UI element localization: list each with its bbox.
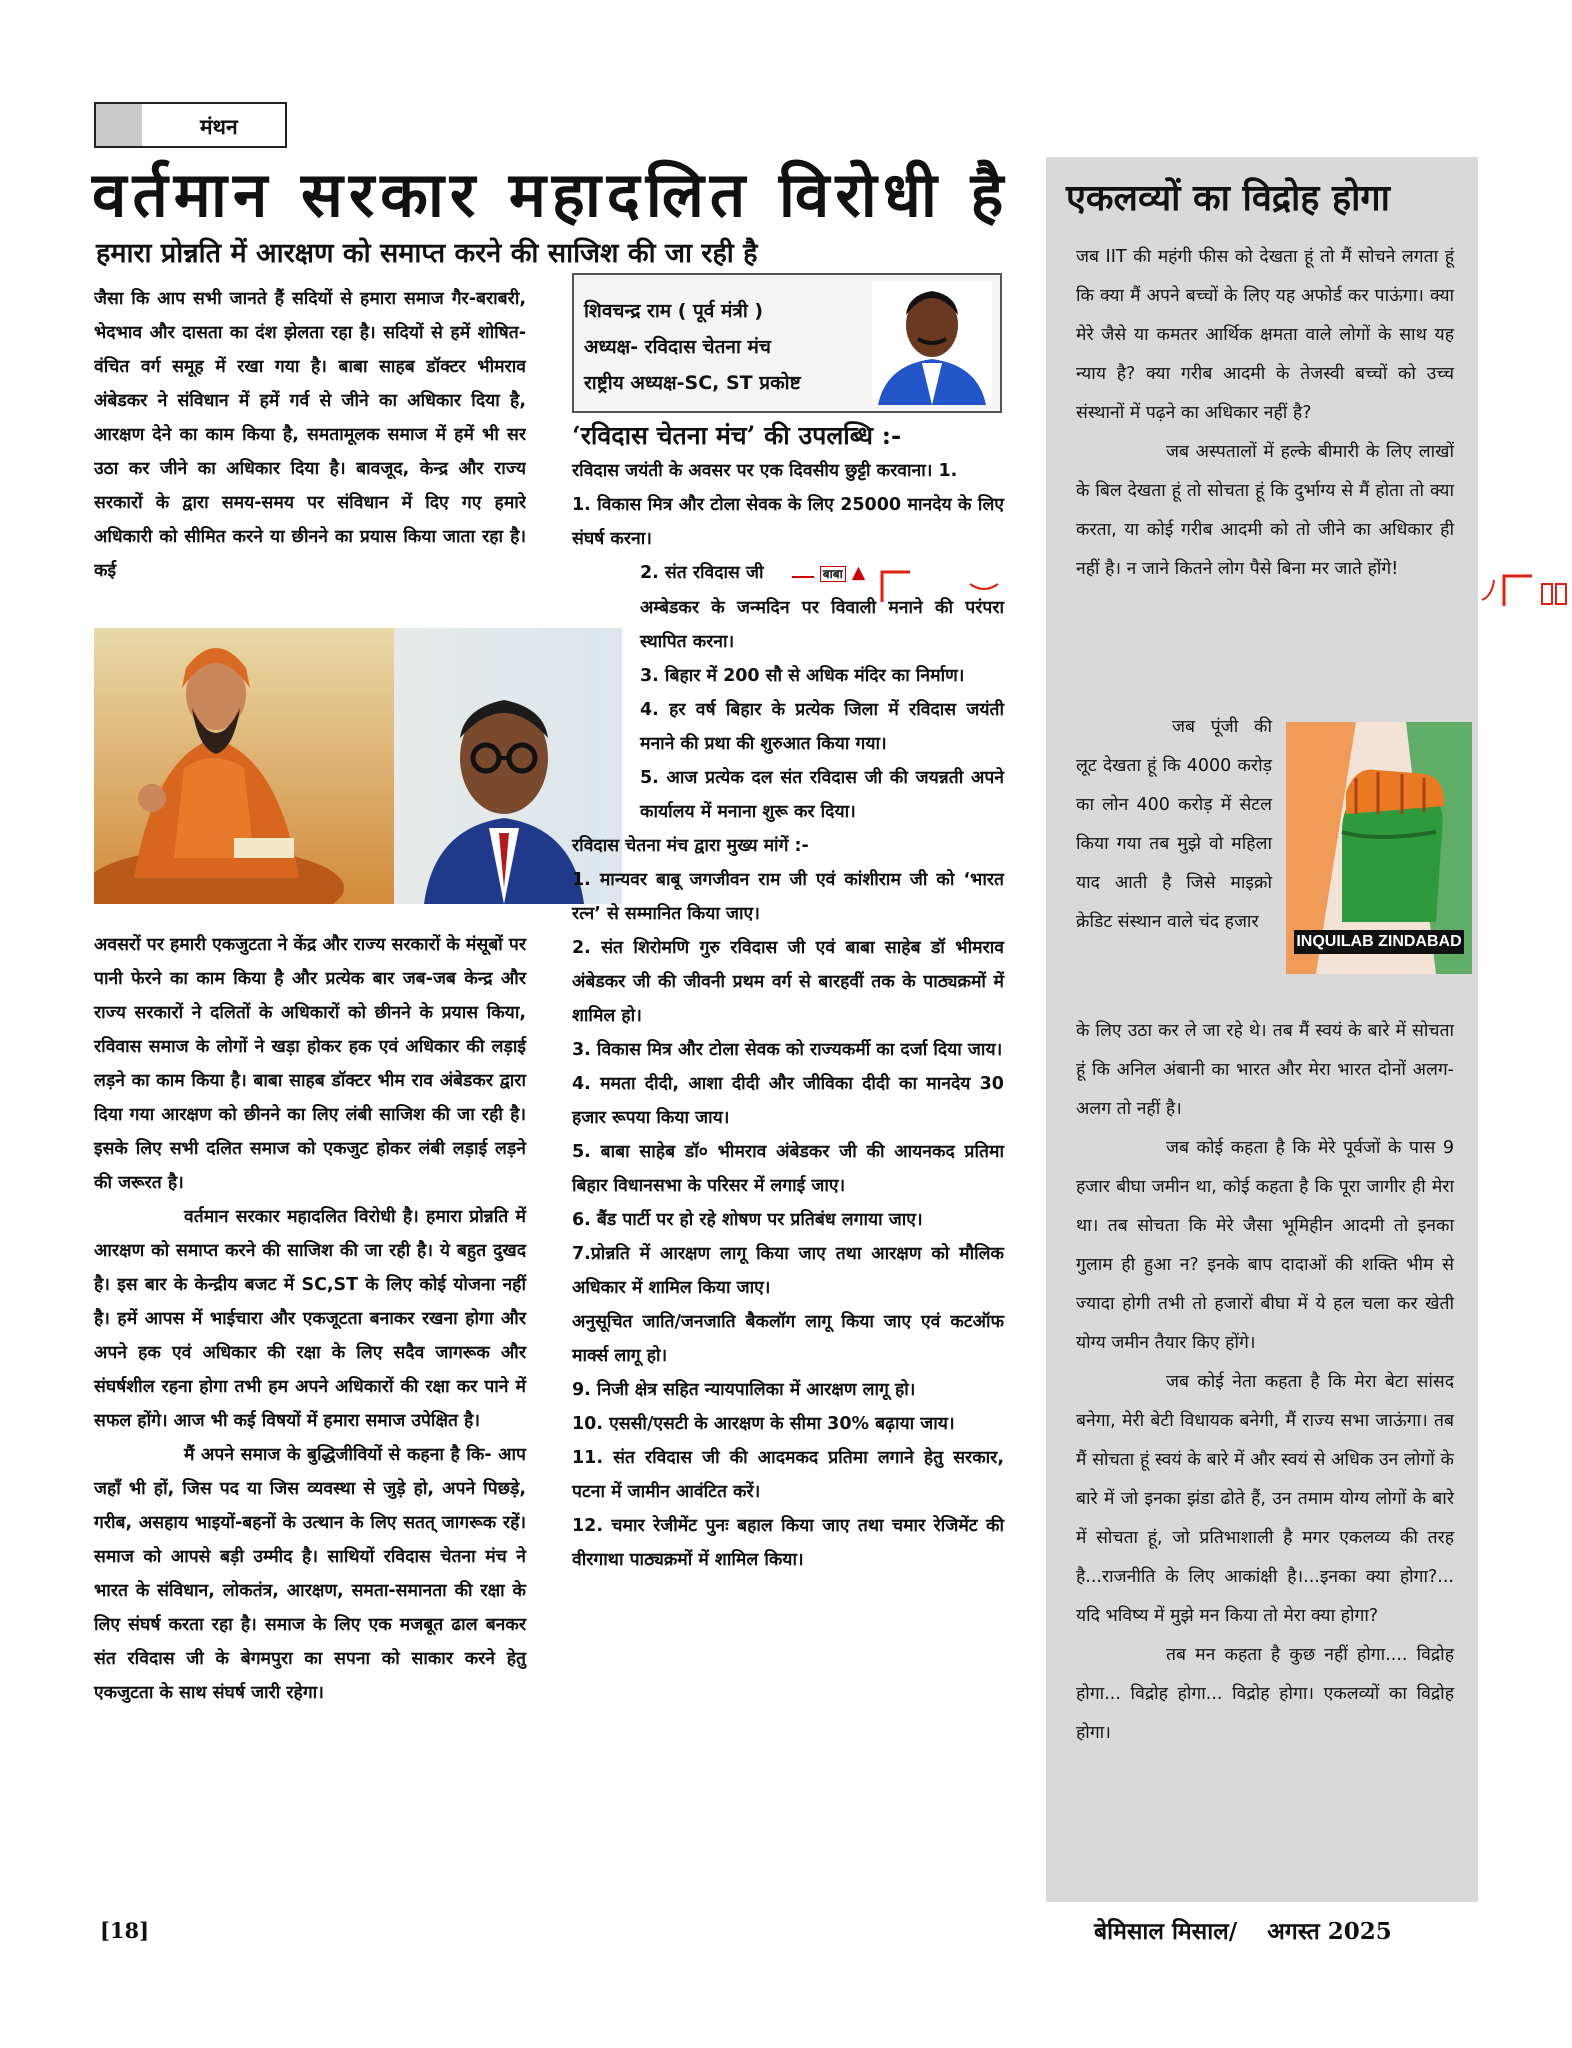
image-caption-fragment: बाबा	[820, 566, 846, 582]
fist-caption: INQUILAB ZINDABAD	[1294, 930, 1464, 954]
author-portrait	[872, 281, 992, 405]
red-mark-decoration	[880, 566, 1020, 610]
red-bracket-icon	[1480, 570, 1570, 610]
intro-text: जैसा कि आप सभी जानते हैं सदियों से हमारा समाज गैर-बराबरी, भेदभाव और दासता का दंश झेलता रहा है। सदियों से हमें शोषित-वंचित वर्ग समूह में रखा गया है। बाबा साहब डॉक्टर भीमराव अंबेडकर ने संविधान में हमें गर्व से जीने का अधिकार दिया है, आरक्षण देने का काम किया है, समतामूलक समाज में हमें भी सर उठा कर जीने का अधिकार दिया है। बावजूद, केन्द्र और राज्य सरकारों के द्वारा समय-समय पर संविधान में दिए गए हमारे अधिकारी को सीमित करने या छीनने का प्रयास किया जाता रहा है। कई	[94, 289, 526, 581]
ravidas-ambedkar-photo	[94, 628, 622, 904]
demands-title: रविदास चेतना मंच द्वारा मुख्य मांगें :-	[572, 836, 809, 856]
demand-item: 2. संत शिरोमणि गुरु रविदास जी एवं बाबा साहेब डॉ भीमराव अंबेडकर जी की जीवनी प्रथम वर्ग से बारहवीं तक के पाठ्यक्रमों में शामिल हो।	[572, 938, 1004, 1026]
achievement-item: अम्बेडकर के जन्मदिन पर विवाली मनाने की परंपरा स्थापित करना।	[640, 598, 1004, 652]
demand-item: 7.प्रोन्नति में आरक्षण लागू किया जाए तथा आरक्षण को मौलिक अधिकार में शामिल किया जाए।	[572, 1244, 1004, 1298]
red-chevron-icon: ▲	[851, 563, 866, 583]
achievement-item: 5. आज प्रत्येक दल संत रविदास जी की जयन्नती अपने कार्यालय में मनाना शुरू कर दिया।	[640, 768, 1004, 822]
col1-body	[94, 928, 526, 1710]
sidebar-paragraph-3b: के लिए उठा कर ले जा रहे थे। तब मैं स्वयं के बारे में सोचता हूं कि अनिल अंबानी का भारत और मेरा भारत दोनों अलग-अलग तो नहीं है।	[1076, 1021, 1454, 1119]
achievement-item: 3. बिहार में 200 सौ से अधिक मंदिर का निर्माण।	[640, 666, 965, 686]
achievements-intro: रविदास जयंती के अवसर पर एक दिवसीय छुट्टी करवाना। 1.	[572, 461, 958, 481]
section-tag	[94, 102, 287, 148]
demand-item: 11. संत रविदास जी की आदमकद प्रतिमा लगाने हेतु सरकार, पटना में जामीन आवंटित करें।	[572, 1448, 1004, 1502]
author-box	[572, 273, 1002, 413]
sidebar-paragraph-2: जब अस्पतालों में हल्के बीमारी के लिए लाखों के बिल देखता हूं तो सोचता हूं कि दुर्भाग्य से मैं होता तो क्या करता, या कोई गरीब आदमी को तो जीने का अधिकार ही नहीं है। न जाने कितने लोग पैसे बिना मर जाते होंगे!	[1076, 442, 1454, 579]
author-photo	[872, 281, 992, 405]
author-role-1: अध्यक्ष- रविदास चेतना मंच	[584, 336, 771, 358]
achievements-list	[572, 454, 1004, 1577]
demand-item: 5. बाबा साहेब डॉ० भीमराव अंबेडकर जी की आयनकद प्रतिमा बिहार विधानसभा के परिसर में लगाई जाए।	[572, 1142, 1004, 1196]
author-role-2: राष्ट्रीय अध्यक्ष-SC, ST प्रकोष्ट	[584, 372, 801, 394]
subheadline: हमारा प्रोन्नति में आरक्षण को समाप्त करने की साजिश की जा रही है	[96, 238, 758, 269]
col1-paragraph-2: वर्तमान सरकार महादलित विरोधी है। हमारा प्रोन्नति में आरक्षण को समाप्त करने की साजिश की जा रही है। ये बहुत दुखद है। इस बार के केन्द्रीय बजट में SC,ST के लिए कोई योजना नहीं है। हमें आपस में भाईचारा और एकजूटता बनाकर रखना होगा और अपने हक एवं अधिकार की रक्षा के लिए सदैव जागरूक और संघर्षशील रहना होगा तभी हम अपने अधिकारों की रक्षा कर पाने में सफल होंगे। आज भी कई विषयों में हमारा समाज उपेक्षित है।	[94, 1207, 526, 1431]
achievement-item: 4. हर वर्ष बिहार के प्रत्येक जिला में रविदास जयंती मनाने की प्रथा की शुरुआत किया गया।	[640, 700, 1004, 754]
demand-item: 9. निजी क्षेत्र सहित न्यायपालिका में आरक्षण लागू हो।	[572, 1380, 916, 1400]
sidebar-paragraph-6: तब मन कहता है कुछ नहीं होगा.... विद्रोह होगा... विद्रोह होगा... विद्रोह होगा। एकलव्यों का विद्रोह होगा।	[1076, 1645, 1454, 1743]
sidebar-paragraph-4: जब कोई कहता है कि मेरे पूर्वजों के पास 9 हजार बीघा जमीन था, कोई कहता है कि पूरा जागीर ही मेरा था। तब सोचता कि मेरे जैसा भूमिहीन आदमी तो इनका गुलाम ही हुआ न? इनके बाप दादाओं की शक्ति भीम से ज्यादा होगी तभी तो हजारों बीघा में ये हल चला कर खेती योग्य जमीन तैयार किए होंगे।	[1076, 1138, 1454, 1353]
ravidas-ambedkar-illustration	[94, 628, 622, 904]
achievement-item: 1. विकास मित्र और टोला सेवक के लिए 25000 मानदेय के लिए संघर्ष करना।	[572, 495, 1004, 549]
intro-paragraph	[94, 282, 526, 612]
sidebar-paragraph-3a: जब पूंजी की लूट देखता हूं कि 4000 करोड़ का लोन 400 करोड़ में सेटल किया गया तब मुझे वो महिला याद आती है जिसे माइक्रो क्रेडिट संस्थान वाले चंद हजार	[1076, 717, 1272, 932]
demand-item: 1. मान्यवर बाबू जगजीवन राम जी एवं कांशीराम जी को ‘भारत रत्न’ से सम्मानित किया जाए।	[572, 870, 1004, 924]
section-tag-label: मंथन	[200, 115, 238, 139]
demand-item: 12. चमार रेजीमेंट पुनः बहाल किया जाए तथा चमार रेजिमेंट की वीरगाथा पाठ्यक्रमों में शामिल किया।	[572, 1516, 1004, 1570]
col1-paragraph-1: अवसरों पर हमारी एकजुटता ने केंद्र और राज्य सरकारों के मंसूबों पर पानी फेरने का काम किया है और प्रत्येक बार जब-जब केन्द्र और राज्य सरकारों ने दलितों के अधिकारों को छीनने के प्रयास किया, रविवास समाज के लोगों ने खड़ा होकर हक एवं अधिकार की लड़ाई लड़ने का काम किया है। बाबा साहब डॉक्टर भीम राव अंबेडकर द्वारा दिया गया आरक्षण को छीनने का लिए लंबी साजिश की जा रही है। इसके लिए सभी दलित समाज को एकजुट होकर लंबी लड़ाई लड़ने की जरूरत है।	[94, 935, 526, 1193]
achievement-item-2a: 2. संत रविदास जी	[640, 563, 764, 583]
sidebar-paragraph-1: जब IIT की महंगी फीस को देखता हूं तो मैं सोचने लगता हूं कि क्या मैं अपने बच्चों के लिए यह अफोर्ड कर पाऊंगा। क्या मेरे जैसे या कमतर आर्थिक क्षमता वाले लोगों के साथ यह न्याय है? क्या गरीब आदमी के तेजस्वी बच्चों को उच्च संस्थानों में पढ़ने का अधिकार नहीं है?	[1076, 247, 1454, 423]
page-number: [18]	[100, 1918, 150, 1943]
red-mark-decoration	[1480, 570, 1570, 614]
col1-paragraph-3: मैं अपने समाज के बुद्धिजीवियों से कहना है कि- आप जहाँ भी हों, जिस पद या जिस व्यवस्था से जुड़े हो, अपने पिछड़े, गरीब, असहाय भाइयों-बहनों के उत्थान के लिए सतत् जागरूक रहें। समाज को आपसे बड़ी उम्मीद है। साथियों रविदास चेतना मंच ने भारत के संविधान, लोकतंत्र, आरक्षण, समता-समानता की रक्षा के लिए संघर्ष करता रहा है। समाज के लिए एक मजबूत ढाल बनकर संत रविदास जी के बेगमपुरा का सपना को साकार करने हेतु एकजुटता के साथ संघर्ष जारी रहेगा।	[94, 1445, 526, 1703]
sidebar-narrow-text	[1076, 708, 1272, 942]
magazine-name: बेमिसाल मिसाल/	[1094, 1918, 1238, 1945]
author-name: शिवचन्द्र राम ( पूर्व मंत्री )	[584, 300, 764, 322]
section-tag-marker	[96, 104, 142, 146]
sidebar-paragraph-5: जब कोई नेता कहता है कि मेरा बेटा सांसद बनेगा, मेरी बेटी विधायक बनेगी, मैं राज्य सभा जाऊंगा। तब मैं सोचता हूं स्वयं के बारे में और स्वयं से अधिक उन लोगों के बारे में जो इनका झंडा ढोते हैं, उन तमाम योग्य लोगों के बारे में सोचता हूं, जो प्रतिभाशाली है मगर एकलव्य की तरह है...राजनीति के लिए आकांक्षी है।...इनका क्या होगा?... यदि भविष्य में मुझे मन किया तो मेरा क्या होगा?	[1076, 1372, 1454, 1626]
demand-item: 10. एससी/एसटी के आरक्षण के सीमा 30% बढ़ाया जाय।	[572, 1414, 955, 1434]
demand-item: 6. बैंड पार्टी पर हो रहे शोषण पर प्रतिबंध लगाया जाए।	[572, 1210, 923, 1230]
issue-date: अगस्त 2025	[1267, 1918, 1392, 1945]
demand-item: अनुसूचित जाति/जनजाति बैकलॉग लागू किया जाए एवं कटऑफ मार्क्स लागू हो।	[572, 1312, 1004, 1366]
sidebar-top-text	[1076, 238, 1454, 589]
sidebar-title: एकलव्यों का विद्रोह होगा	[1066, 177, 1390, 219]
red-bracket-icon	[880, 566, 1020, 606]
demand-item: 3. विकास मित्र और टोला सेवक को राज्यकर्मी का दर्जा दिया जाय।	[572, 1040, 1003, 1060]
achievements-title: ‘रविदास चेतना मंच’ की उपलब्धि :-	[572, 421, 902, 450]
inquilab-zindabad-poster	[1286, 722, 1472, 974]
footer-masthead	[1094, 1914, 1392, 1946]
demand-item: 4. ममता दीदी, आशा दीदी और जीविका दीदी का मानदेय 30 हजार रूपया किया जाय।	[572, 1074, 1004, 1128]
author-lines	[584, 293, 801, 401]
headline: वर्तमान सरकार महादलित विरोधी है	[92, 158, 1010, 231]
sidebar-bottom-text	[1076, 1012, 1454, 1753]
